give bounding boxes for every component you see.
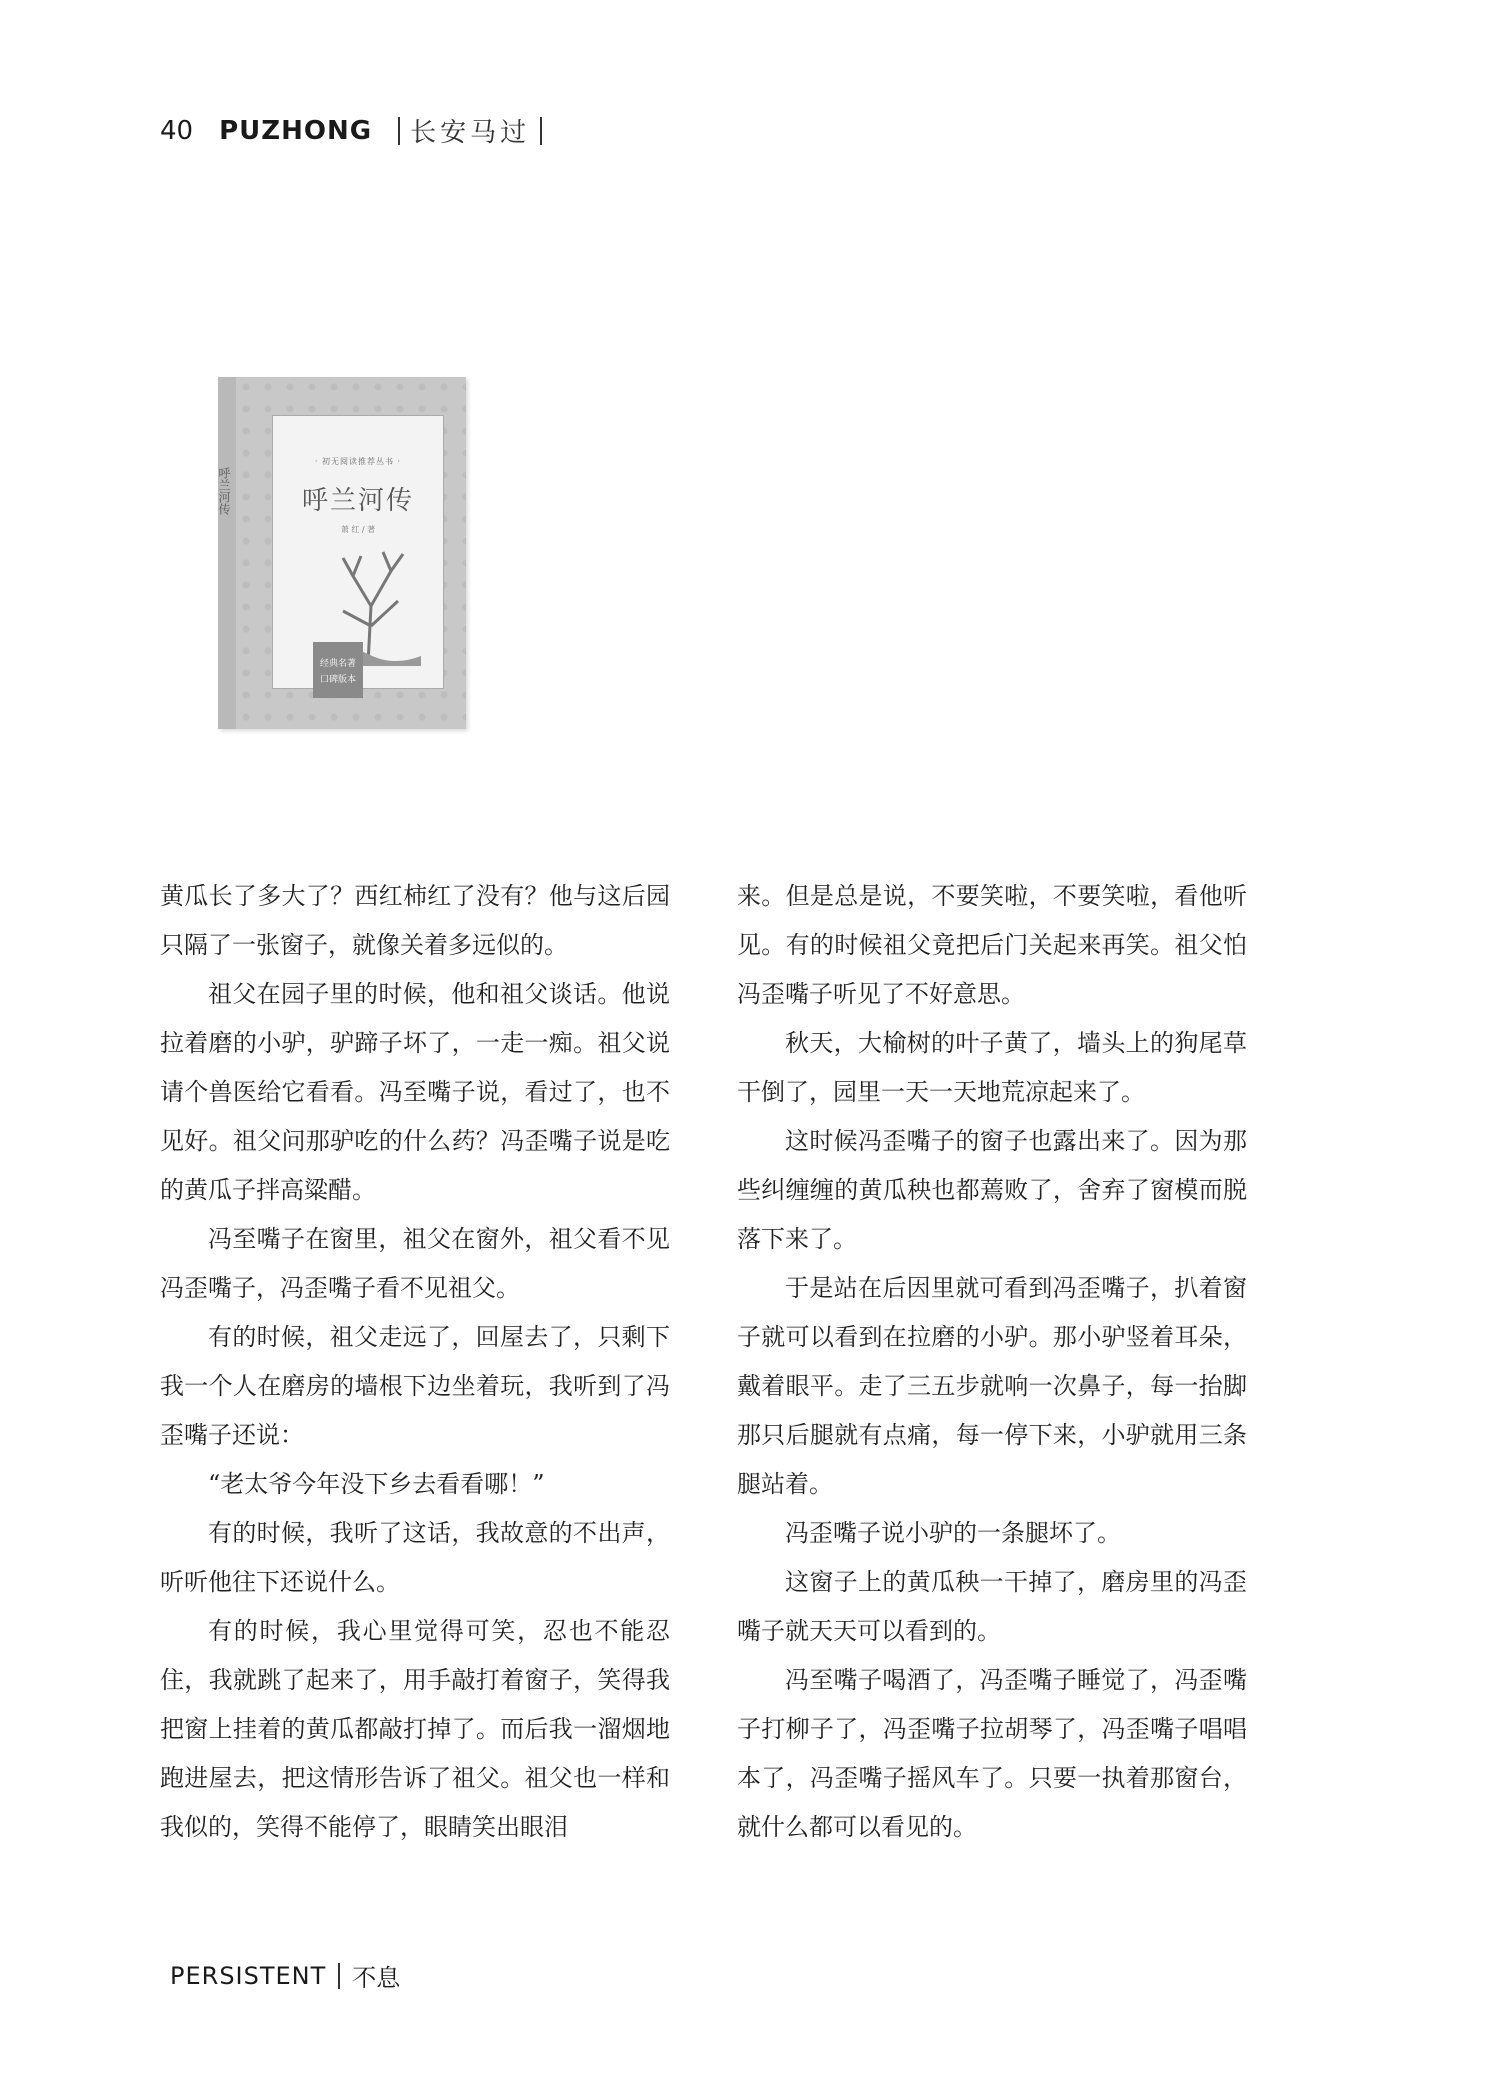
divider <box>338 1963 340 1989</box>
book-author: 萧 红 / 著 <box>340 525 376 534</box>
paragraph: 来。但是总是说，不要笑啦，不要笑啦，看他听见。有的时候祖父竟把后门关起来再笑。祖父怕冯歪嘴子听见了不好意思。 <box>737 882 1247 1008</box>
book-spine <box>218 377 236 729</box>
left-text-column <box>160 872 670 1852</box>
running-footer <box>170 1958 400 1993</box>
magazine-brand: PUZHONG <box>219 115 373 146</box>
paragraph: 有的时候，祖父走远了，回屋去了，只剩下我一个人在磨房的墙根下边坐着玩，我听到了冯歪嘴子还说： <box>160 1323 670 1449</box>
book-title: 呼兰河传 <box>301 486 414 516</box>
edition-badge <box>313 642 363 698</box>
footer-label-chinese: 不息 <box>352 1964 401 1992</box>
running-header <box>160 112 552 149</box>
paragraph: 这窗子上的黄瓜秧一干掉了，磨房里的冯歪嘴子就天天可以看到的。 <box>737 1568 1247 1645</box>
right-text-column <box>737 872 1247 1852</box>
footer-label-english: PERSISTENT <box>170 1961 327 1990</box>
paragraph: 冯歪嘴子说小驴的一条腿坏了。 <box>785 1519 1121 1547</box>
divider <box>540 117 542 145</box>
paragraph: “老太爷今年没下乡去看看哪！” <box>208 1470 545 1498</box>
divider <box>398 117 400 145</box>
paragraph: 有的时候，我心里觉得可笑，忍也不能忍住，我就跳了起来了，用手敲打着窗子，笑得我把窗上挂着的黄瓜都敲打掉了。而后我一溜烟地跑进屋去，把这情形告诉了祖父。祖父也一样和我似的，笑得不能停了，眼睛笑出眼泪 <box>160 1617 670 1841</box>
paragraph: 祖父在园子里的时候，他和祖父谈话。他说拉着磨的小驴，驴蹄子坏了，一走一痴。祖父说请个兽医给它看看。冯至嘴子说，看过了，也不见好。祖父问那驴吃的什么药？冯歪嘴子说是吃的黄瓜子拌高粱醋。 <box>160 980 670 1204</box>
badge-line: 经典名著 <box>319 658 356 669</box>
paragraph: 黄瓜长了多大了？西红柿红了没有？他与这后园只隔了一张窗子，就像关着多远似的。 <box>160 882 670 959</box>
book-spine-title: 呼兰河传 <box>217 467 231 515</box>
paragraph: 于是站在后因里就可看到冯歪嘴子，扒着窗子就可以看到在拉磨的小驴。那小驴竖着耳朵，戴着眼平。走了三五步就响一次鼻子，每一抬脚那只后腿就有点痛，每一停下来，小驴就用三条腿站着。 <box>737 1274 1247 1498</box>
badge-line: 口碑版本 <box>319 674 356 685</box>
paragraph: 秋天，大榆树的叶子黄了，墙头上的狗尾草干倒了，园里一天一天地荒凉起来了。 <box>737 1029 1247 1106</box>
section-title: 长安马过 <box>410 118 531 148</box>
paragraph: 有的时候，我听了这话，我故意的不出声，听听他往下还说什么。 <box>160 1519 670 1596</box>
book-series: · 初无阅读推荐丛书 · <box>314 457 402 466</box>
paragraph: 这时候冯歪嘴子的窗子也露出来了。因为那些纠缠缠的黄瓜秧也都蔫败了，舍弃了窗模而脱落下来了。 <box>737 1127 1247 1253</box>
paragraph: 冯至嘴子喝酒了，冯歪嘴子睡觉了，冯歪嘴子打柳子了，冯歪嘴子拉胡琴了，冯歪嘴子唱唱本了，冯歪嘴子摇风车了。只要一执着那窗台，就什么都可以看见的。 <box>737 1666 1247 1841</box>
book-cover-image <box>218 377 466 729</box>
paragraph: 冯至嘴子在窗里，祖父在窗外，祖父看不见冯歪嘴子，冯歪嘴子看不见祖父。 <box>160 1225 670 1302</box>
cover-panel <box>272 415 444 689</box>
page-number: 40 <box>160 115 194 146</box>
